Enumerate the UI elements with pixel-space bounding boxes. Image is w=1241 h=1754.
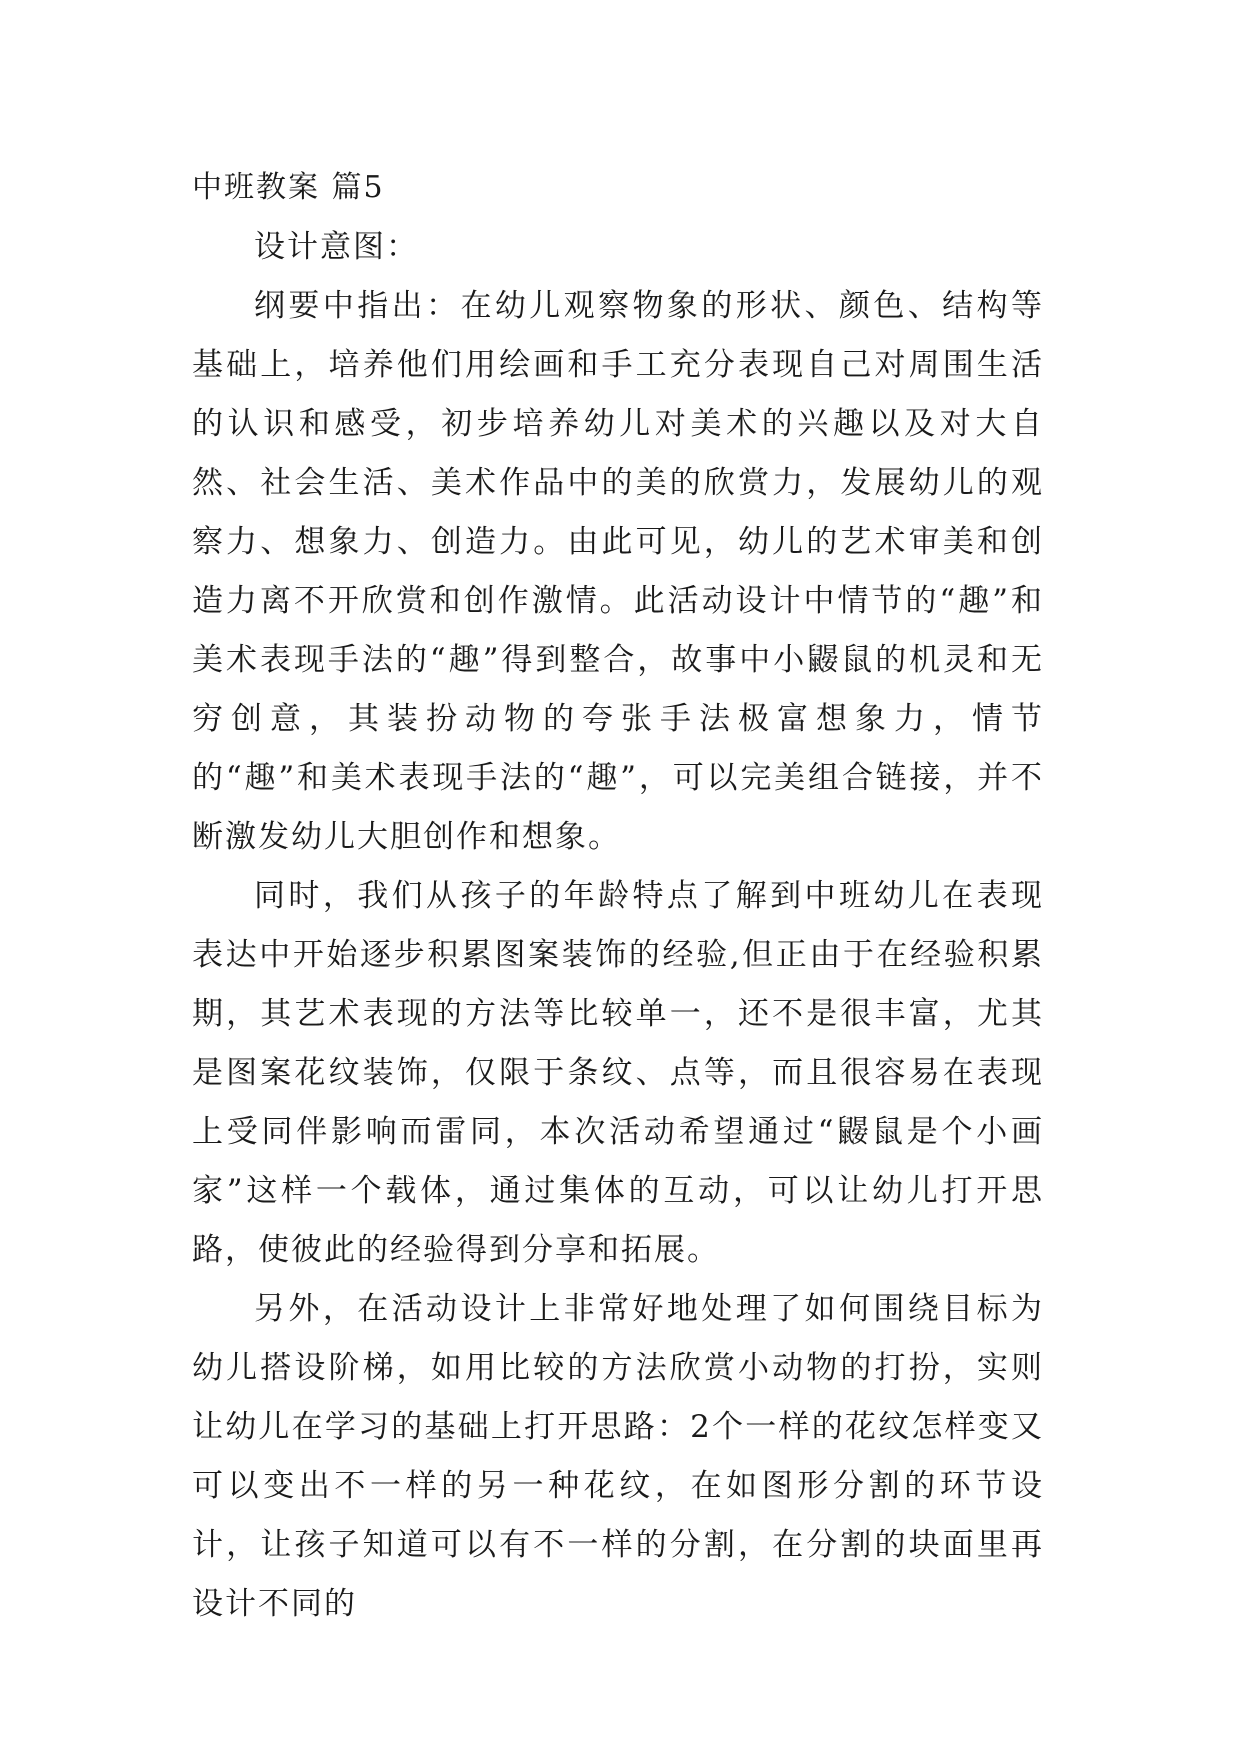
paragraph-design-intent-heading: 设计意图：	[254, 229, 419, 265]
paragraph-guideline: 纲要中指出：在幼儿观察物象的形状、颜色、结构等基础上，培养他们用绘画和手工充分表现自己对周围生活的认识和感受，初步培养幼儿对美术的兴趣以及对大自然、社会生活、美术作品中的美的欣赏力，发展幼儿的观察力、想象力、创造力。由此可见，幼儿的艺术审美和创造力离不开欣赏和创作激情。此活动设计中情节的“趣”和美术表现手法的“趣”得到整合，故事中小鼹鼠的机灵和无穷创意，其装扮动物的夸张手法极富想象力，情节的“趣”和美术表现手法的“趣”，可以完美组合链接，并不断激发幼儿大胆创作和想象。	[192, 288, 1044, 855]
document-body	[192, 160, 1044, 1634]
paragraph-age-characteristics: 同时，我们从孩子的年龄特点了解到中班幼儿在表现表达中开始逐步积累图案装饰的经验,但正由于在经验积累期，其艺术表现的方法等比较单一，还不是很丰富，尤其是图案花纹装饰，仅限于条纹、点等，而且很容易在表现上受同伴影响而雷同，本次活动希望通过“鼹鼠是个小画家”这样一个载体，通过集体的互动，可以让幼儿打开思路，使彼此的经验得到分享和拓展。	[192, 878, 1044, 1268]
document-title: 中班教案 篇5	[192, 170, 385, 205]
paragraph-activity-design: 另外，在活动设计上非常好地处理了如何围绕目标为幼儿搭设阶梯，如用比较的方法欣赏小动物的打扮，实则让幼儿在学习的基础上打开思路：2个一样的花纹怎样变又可以变出不一样的另一种花纹，在如图形分割的环节设计，让孩子知道可以有不一样的分割，在分割的块面里再设计不同的	[192, 1291, 1044, 1622]
